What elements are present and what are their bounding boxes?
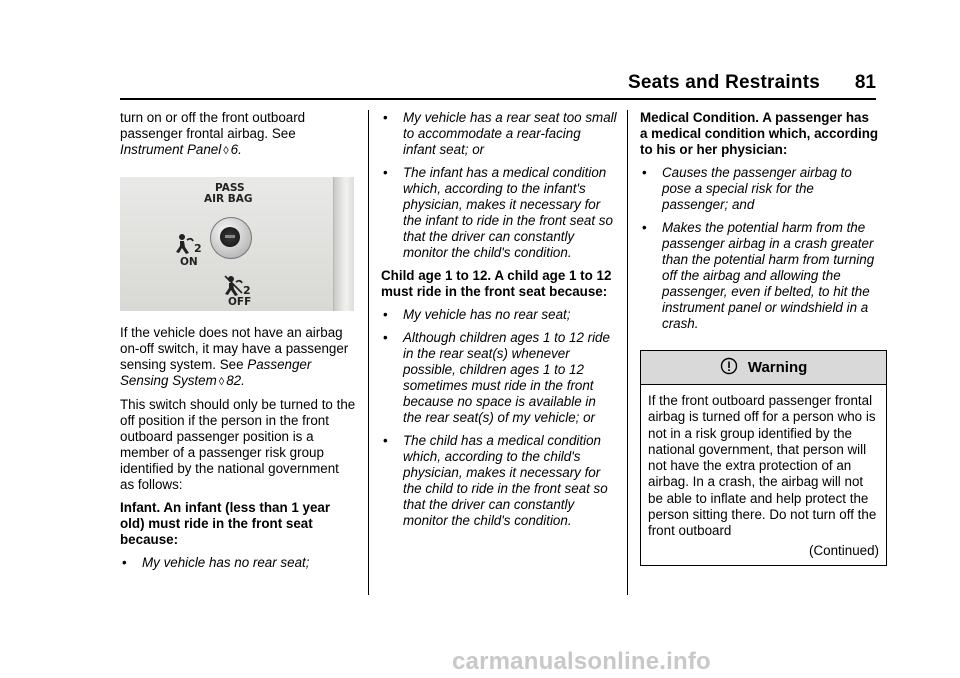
list-item-text: My vehicle has a rear seat too small to accommodate a rear-facing infant seat; or (403, 110, 617, 157)
list-item-text: Although children ages 1 to 12 ride in the rear seat(s) whenever possible, children ages 1 to 12 sometimes must ride in the front because no space is available in the rear seat(s) of my vehicle; or (403, 330, 610, 425)
sensing-text: If the vehicle does not have an airbag on-off switch, it may have a passenger sensing system. See (120, 325, 349, 372)
sensing-paragraph (120, 325, 356, 390)
intro-text: turn on or off the front outboard passenger frontal airbag. See (120, 110, 306, 141)
xref-icon: ◊ (223, 145, 229, 157)
warning-box (640, 350, 887, 566)
key-slot-opening (225, 235, 235, 238)
list-item (381, 165, 617, 261)
warning-text: If the front outboard passenger frontal airbag is turned off for a person who is not in a risk group identified by the national government, that person will not have the extra protection of an airbag. In a crash, the airbag will not be able to inflate and help protect the person sitting there. Do not turn off the front outboard (648, 393, 877, 539)
warning-title: Warning (747, 359, 808, 376)
occupant-airbag-on-icon (175, 233, 205, 255)
airbag-switch-photo (120, 177, 354, 311)
off-label: OFF (228, 296, 252, 308)
column-2 (381, 110, 617, 536)
list-item (640, 220, 880, 332)
panel-edge (333, 177, 354, 311)
list-item-text: My vehicle has no rear seat; (403, 307, 571, 322)
page-section-title: Seats and Restraints (628, 72, 820, 93)
header-rule (120, 98, 876, 100)
list-item-text: The child has a medical condition which, according to the child's physician, makes it necessary for the child to ride in the front seat so that the driver can constantly monitor the child's condition. (403, 433, 608, 528)
switch-paragraph: This switch should only be turned to the off position if the person in the front outboard passenger position is a member of a passenger risk group identified by the national government as follows: (120, 397, 356, 492)
column-3 (640, 110, 880, 566)
infant-heading: Infant. An infant (less than 1 year old) must ride in the front seat because: (120, 500, 331, 547)
passenger-sensing-page: 82. (226, 373, 245, 388)
medical-heading: Medical Condition. A passenger has a medical condition which, according to his or her physician: (640, 110, 879, 157)
column-divider-2 (627, 110, 628, 595)
svg-text:2: 2 (243, 284, 251, 297)
bullet-icon: • (383, 165, 388, 180)
bullet-icon: • (383, 110, 388, 125)
pass-label: PASS (215, 182, 245, 194)
bullet-icon: • (642, 165, 647, 180)
list-item-text: The infant has a medical condition which, according to the infant's physician, makes it necessary for the infant to ride in the front seat so that the driver can constantly monitor the child's condition. (403, 165, 613, 260)
occupant-airbag-off-icon (224, 275, 254, 297)
warning-header (641, 351, 886, 385)
xref-icon: ◊ (218, 376, 225, 388)
bullet-icon: • (383, 307, 388, 322)
bullet-icon: • (383, 330, 388, 345)
list-item (381, 307, 617, 323)
child-heading: Child age 1 to 12. A child age 1 to 12 must ride in the front seat because: (381, 268, 612, 299)
watermark: carmanualsonline.info (452, 648, 711, 675)
column-1 (120, 110, 356, 578)
warning-body (641, 385, 886, 565)
list-item (381, 110, 617, 158)
svg-text:2: 2 (194, 242, 202, 255)
warning-icon (720, 357, 738, 375)
intro-paragraph (120, 110, 356, 159)
list-item (640, 165, 880, 213)
list-item (120, 555, 356, 571)
list-item (381, 433, 617, 529)
passenger-sensing-link[interactable]: Passenger Sensing System (120, 357, 312, 388)
page-number: 81 (854, 72, 876, 93)
column-divider-1 (368, 110, 369, 595)
list-item-text: Makes the potential harm from the passenger airbag in a crash greater than the potential harm from turning off the airbag and allowing the passenger, even if belted, to hit the instrument panel or windshield in a crash. (662, 220, 875, 331)
airbag-label: AIR BAG (204, 193, 253, 205)
instrument-panel-page: 6. (230, 142, 242, 157)
list-item (381, 330, 617, 426)
instrument-panel-link[interactable]: Instrument Panel (120, 142, 222, 157)
bullet-icon: • (383, 433, 388, 448)
continued-label: (Continued) (809, 542, 879, 558)
list-item-text: My vehicle has no rear seat; (142, 555, 310, 570)
bullet-icon: • (122, 555, 127, 570)
list-item-text: Causes the passenger airbag to pose a special risk for the passenger; and (662, 165, 852, 212)
bullet-icon: • (642, 220, 647, 235)
on-label: ON (180, 256, 198, 268)
